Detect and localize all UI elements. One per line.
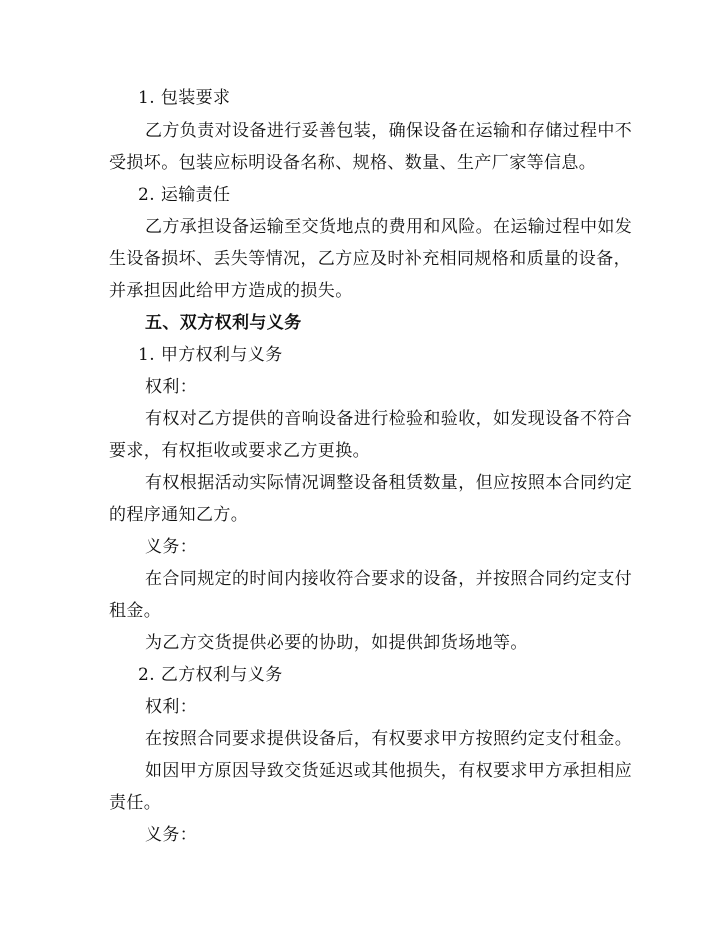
paragraph-line: 要求，有权拒收或要求乙方更换。 [109, 441, 370, 461]
label-obligations: 义务： [145, 825, 198, 845]
paragraph-line: 乙方负责对设备进行妥善包装，确保设备在运输和存储过程中不 [145, 121, 633, 141]
paragraph-line: 在按照合同要求提供设备后，有权要求甲方按照约定支付租金。 [145, 729, 633, 749]
label-rights: 权利： [145, 377, 198, 397]
paragraph-line: 乙方承担设备运输至交货地点的费用和风险。在运输过程中如发 [145, 217, 633, 237]
paragraph-line: 受损坏。包装应标明设备名称、规格、数量、生产厂家等信息。 [109, 153, 597, 173]
subheading-party-a: 1. 甲方权利与义务 [138, 345, 283, 365]
paragraph-line: 的程序通知乙方。 [109, 505, 249, 525]
section-heading: 五、双方权利与义务 [145, 313, 302, 333]
paragraph-line: 有权根据活动实际情况调整设备租赁数量，但应按照本合同约定 [145, 473, 633, 493]
paragraph-line: 生设备损坏、丢失等情况，乙方应及时补充相同规格和质量的设备， [109, 249, 631, 269]
subheading-packaging: 1. 包装要求 [138, 88, 231, 108]
paragraph-line: 并承担因此给甲方造成的损失。 [109, 281, 353, 301]
subheading-party-b: 2. 乙方权利与义务 [138, 665, 283, 685]
paragraph-line: 有权对乙方提供的音响设备进行检验和验收，如发现设备不符合 [145, 409, 633, 429]
paragraph-line: 为乙方交货提供必要的协助，如提供卸货场地等。 [145, 633, 528, 653]
paragraph-line: 如因甲方原因导致交货延迟或其他损失，有权要求甲方承担相应 [145, 761, 633, 781]
label-rights: 权利： [145, 697, 198, 717]
paragraph-line: 租金。 [109, 601, 162, 621]
paragraph-line: 在合同规定的时间内接收符合要求的设备，并按照合同约定支付 [145, 569, 633, 589]
subheading-transport: 2. 运输责任 [138, 185, 231, 205]
label-obligations: 义务： [145, 537, 198, 557]
paragraph-line: 责任。 [109, 793, 162, 813]
